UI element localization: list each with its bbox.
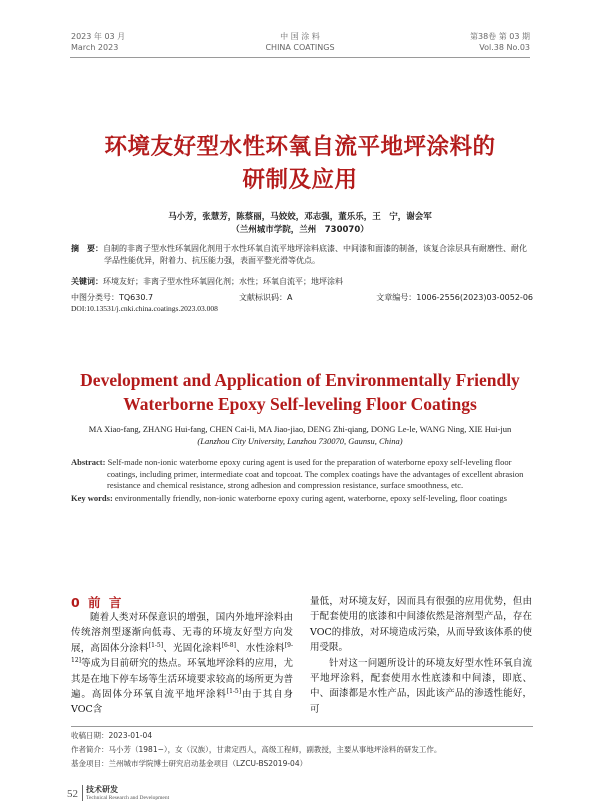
abstract-cn-line1: 自制的非离子型水性环氧固化剂用于水性环氧自流平地坪涂料底漆、中间漆和面漆的制备，该复合涂层具有耐磨性、耐化 <box>103 244 527 253</box>
footer-divider <box>82 785 83 801</box>
article-title-en-line2: Waterborne Epoxy Self-leveling Floor Coatings <box>123 394 477 414</box>
affiliation-cn: （兰州城市学院，兰州 730070） <box>231 225 369 235</box>
keywords-en <box>71 493 533 503</box>
body-text: 、光固化涂料 <box>163 642 222 654</box>
abstract-en <box>71 457 533 492</box>
footnote-divider <box>71 726 533 727</box>
header-volume-en: Vol.38 No.03 <box>479 43 530 52</box>
abstract-en-label: Abstract: <box>71 457 106 467</box>
section-heading: 0 前 言 <box>71 595 124 610</box>
header-date-cn: 2023 年 03 月 <box>71 32 126 41</box>
header-divider <box>70 57 530 58</box>
page-number: 52 <box>67 788 78 800</box>
citation[interactable]: [6-8] <box>221 641 236 649</box>
footnote-fund: 基金项目：兰州城市学院博士研究启动基金项目（LZCU-BS2019-04） <box>71 759 308 768</box>
abstract-en-line2: coatings, including primer, intermediate coat and topcoat. The complex coatings have the advantages of excellent abrasion <box>107 468 524 479</box>
body-text: 、水性涂料 <box>235 642 285 654</box>
header-volume <box>470 31 530 53</box>
body-text: 随着人类对环保意识的增强，国内外地坪涂料由传统溶剂型逐渐向低毒、无毒的环境友好型方向发展，高固体分涂料 <box>71 612 293 654</box>
citation[interactable]: [1-5] <box>148 641 164 649</box>
header-volume-cn: 第38卷 第 03 期 <box>470 32 530 41</box>
article-title-cn-line2: 研制及应用 <box>242 167 358 193</box>
keywords-cn <box>71 276 533 287</box>
footer-section-cn: 技术研发 <box>86 785 118 794</box>
article-title-cn-line1: 环境友好型水性环氧自流平地坪涂料的 <box>104 134 496 160</box>
footer-section-en: Technical Research and Development <box>86 795 170 801</box>
keywords-en-text: environmentally friendly, non-ionic waterborne epoxy curing agent, waterborne, epoxy self-leveling, floor coatings <box>112 493 507 503</box>
doi-link[interactable]: DOI:10.13531/j.cnki.china.coatings.2023.03.008 <box>71 304 218 313</box>
header-date-en: March 2023 <box>71 43 119 52</box>
authors-cn: 马小芳，张慧芳，陈蔡丽，马姣姣，邓志强，董乐乐，王 宁，谢会军 <box>168 212 432 222</box>
body-paragraph: 量低，对环境友好，因而具有很强的应用优势，但由于配套使用的底漆和中间漆依然是溶剂型产品，存在VOC的排放，对环境造成污染，从而导致该体系的使用受限。 <box>310 596 532 654</box>
abstract-cn <box>71 243 533 266</box>
affiliation-en: (Lanzhou City University, Lanzhou 730070, Gaunsu, China) <box>197 436 403 446</box>
clc-number: 中图分类号：TQ630.7 <box>71 293 154 302</box>
body-column-right <box>310 594 532 717</box>
document-code: 文献标识码：A <box>239 293 293 302</box>
body-column-left <box>71 610 293 718</box>
header-journal-cn: 中 国 涂 料 <box>280 32 320 41</box>
body-text: 等成为目前研究的热点。环氧地坪涂料的应用，尤其是在地下停车场等生活环境要求较高的场所更为普遍。高固体分环氧自流平地坪涂料 <box>71 658 293 701</box>
article-number: 文章编号：1006-2556(2023)03-0052-06 <box>376 293 533 302</box>
body-text: 由于其自身VOC含 <box>71 689 293 716</box>
abstract-en-line3: resistance and chemical resistance, strong adhesion and compression resistance, surface smoothness, etc. <box>107 480 464 490</box>
article-title-en <box>0 368 600 416</box>
abstract-cn-line2: 学品性能优异，附着力、抗压能力强，表面平整光滑等优点。 <box>104 255 320 265</box>
abstract-cn-label: 摘 要： <box>71 244 103 253</box>
footnote-author-bio: 作者简介：马小芳（1981−），女（汉族），甘肃定西人，高级工程师，副教授，主要从事地坪涂料的研发工作。 <box>71 745 442 754</box>
citation[interactable]: [9-12] <box>71 641 293 665</box>
body-paragraph <box>71 610 293 718</box>
authors-en: MA Xiao-fang, ZHANG Hui-fang, CHEN Cai-li, MA Jiao-jiao, DENG Zhi-qiang, DONG Le-le, WANG Ning, XIE Hui-jun <box>88 424 512 434</box>
abstract-en-line1: Self-made non-ionic waterborne epoxy curing agent is used for the preparation of waterborne epoxy self-leveling floor <box>105 457 512 467</box>
header-journal-en: CHINA COATINGS <box>265 43 335 52</box>
keywords-cn-text: 环境友好；非离子型水性环氧固化剂；水性；环氧自流平；地坪涂料 <box>103 277 343 286</box>
footnote-received: 收稿日期：2023-01-04 <box>71 731 153 740</box>
citation[interactable]: [1-5] <box>226 687 242 695</box>
keywords-en-label: Key words: <box>71 493 113 503</box>
article-title-en-line1: Development and Application of Environmentally Friendly <box>80 370 520 390</box>
article-title-cn <box>0 131 600 197</box>
keywords-cn-label: 关键词： <box>71 277 103 286</box>
body-paragraph: 针对这一问题所设计的环境友好型水性环氧自流平地坪涂料，配套使用水性底漆和中间漆，即底、中、面漆都是水性产品，因此该产品的渗透性能好，可 <box>310 657 532 715</box>
